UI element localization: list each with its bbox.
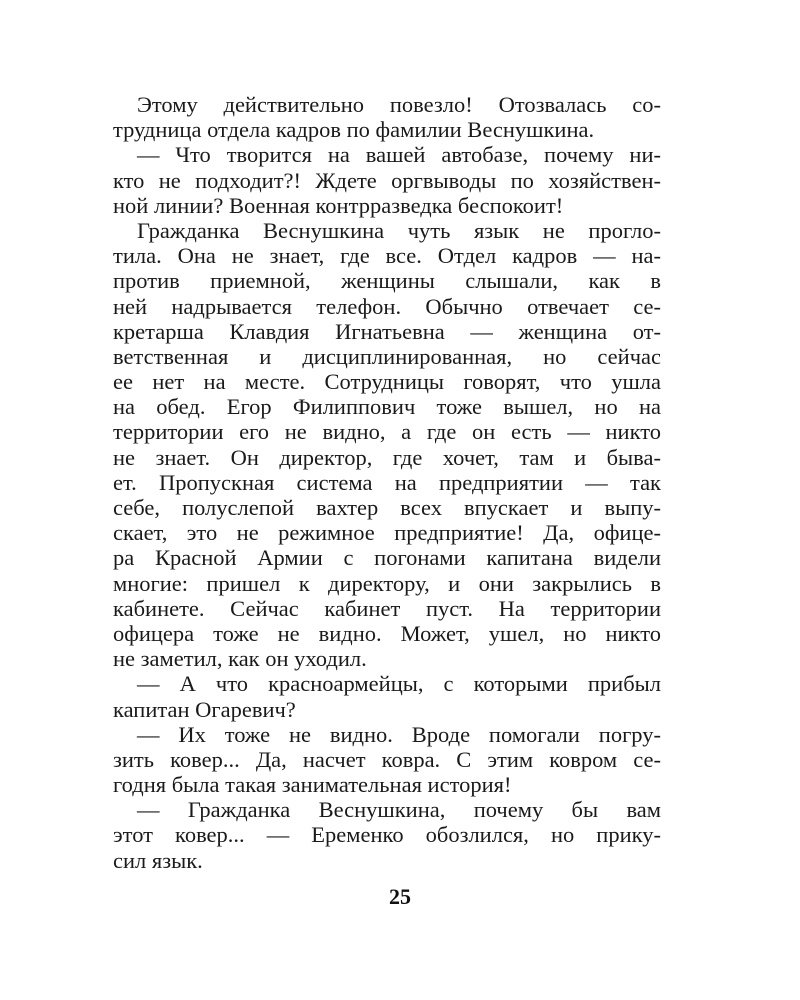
- text-line: ее нет на месте. Сотрудницы говорят, что ушла: [113, 369, 661, 395]
- text-line: Гражданка Веснушкина чуть язык не прогло-: [137, 217, 661, 243]
- text-line: сил язык.: [113, 847, 203, 873]
- text-line: — Гражданка Веснушкина, почему бы вам: [137, 797, 661, 823]
- text-line: офицера тоже не видно. Может, ушел, но никто: [113, 620, 661, 646]
- text-line: не знает. Он директор, где хочет, там и быва-: [113, 444, 661, 470]
- text-line: себе, полуслепой вахтер всех впускает и выпу-: [113, 495, 661, 520]
- text-line: ра Красной Армии с погонами капитана видели: [113, 545, 661, 571]
- text-line: трудница отдела кадров по фамилии Веснушкина.: [113, 117, 595, 143]
- text-line: годня была такая занимательная история!: [113, 772, 512, 798]
- text-line: ней надрывается телефон. Обычно отвечает се-: [113, 293, 661, 319]
- text-line: — А что красноармейцы, с которыми прибыл: [137, 671, 661, 697]
- body-text: [113, 92, 661, 873]
- text-line: ет. Пропускная система на предприятии — так: [113, 469, 661, 495]
- text-line: против приемной, женщины слышали, как в: [113, 268, 661, 294]
- text-line: — Их тоже не видно. Вроде помогали погру-: [137, 721, 661, 747]
- text-line: кабинете. Сейчас кабинет пуст. На территории: [113, 595, 661, 621]
- text-line: тила. Она не знает, где все. Отдел кадров — на-: [113, 243, 661, 269]
- page-number: 25: [389, 884, 411, 909]
- text-line: этот ковер... — Еременко обозлился, но прику-: [113, 822, 661, 848]
- text-line: ветственная и дисциплинированная, но сейчас: [113, 343, 661, 369]
- text-line: территории его не видно, а где он есть — никто: [113, 419, 661, 445]
- text-line: ной линии? Военная контрразведка беспокоит!: [113, 192, 564, 218]
- text-line: зить ковер... Да, насчет ковра. С этим ковром се-: [113, 746, 661, 772]
- text-line: многие: пришел к директору, и они закрылись в: [113, 570, 661, 596]
- text-line: не заметил, как он уходил.: [113, 646, 367, 672]
- text-line: на обед. Егор Филиппович тоже вышел, но на: [113, 394, 661, 420]
- text-line: скает, это не режимное предприятие! Да, офице-: [113, 520, 661, 546]
- text-line: кто не подходит?! Ждете оргвыводы по хозяйствен-: [113, 167, 661, 193]
- text-line: Этому действительно повезло! Отозвалась со-: [137, 92, 661, 117]
- text-line: кретарша Клавдия Игнатьевна — женщина от-: [113, 318, 661, 344]
- text-line: капитан Огаревич?: [113, 696, 296, 722]
- text-line: — Что творится на вашей автобазе, почему ни-: [137, 142, 661, 168]
